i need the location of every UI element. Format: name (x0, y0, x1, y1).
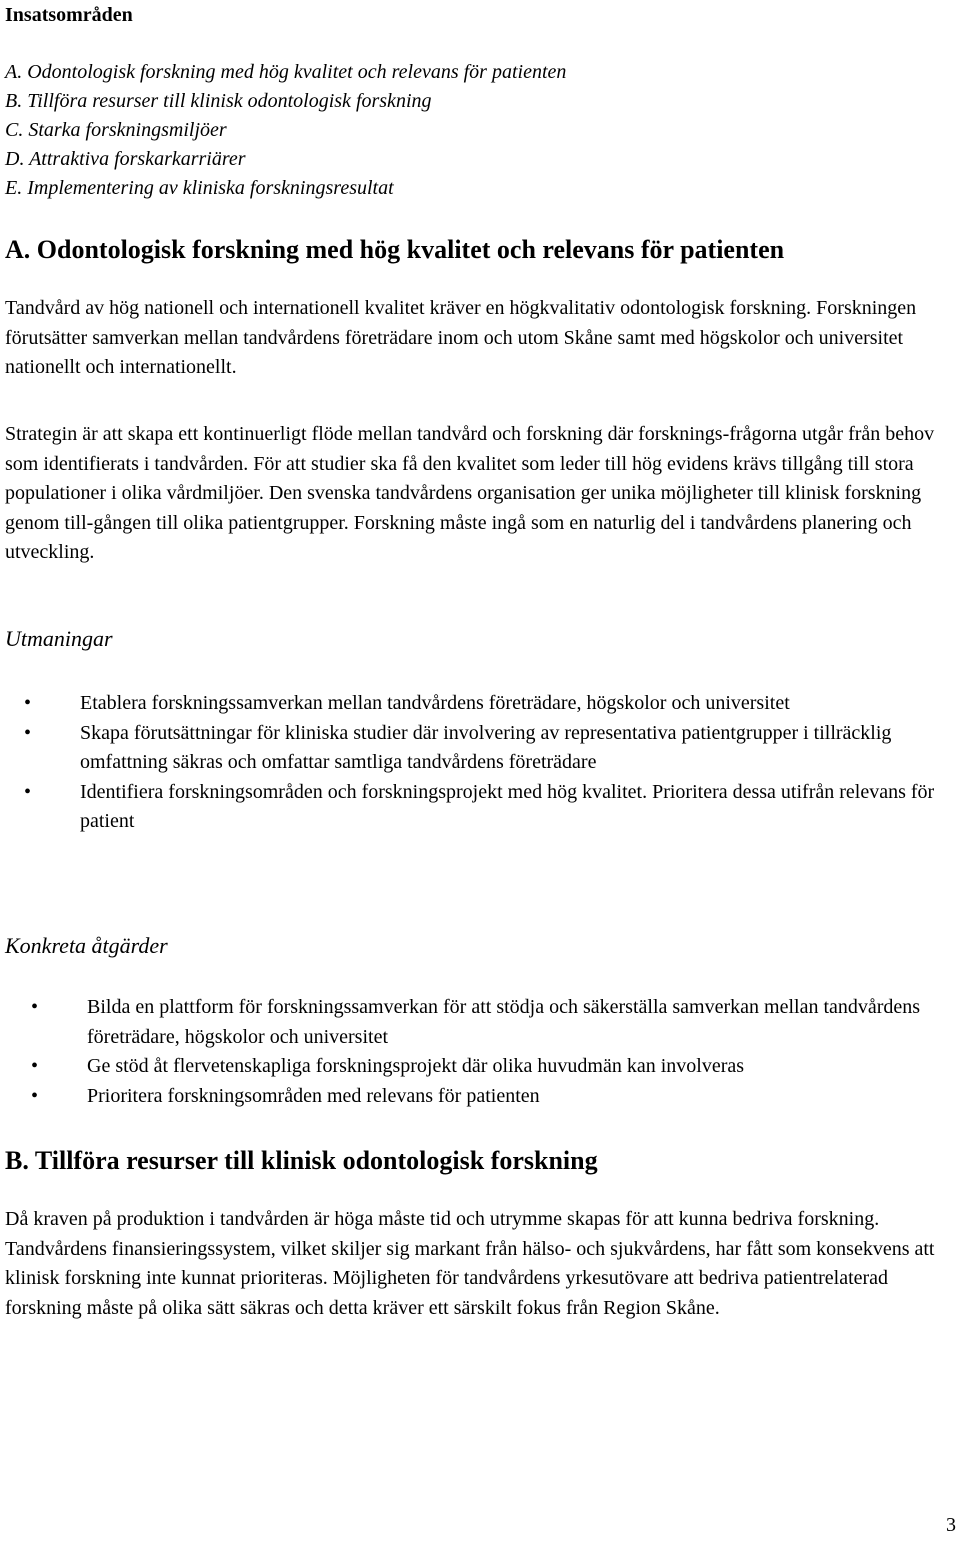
toc-item: D. Attraktiva forskarkarriärer (5, 148, 246, 170)
bullet-icon: • (31, 1084, 39, 1107)
actions-heading: Konkreta åtgärder (5, 933, 168, 958)
list-item (5, 778, 960, 837)
toc-item: A. Odontologisk forskning med hög kvalitet och relevans för patienten (5, 61, 567, 83)
section-a-paragraph-1: Tandvård av hög nationell och internationell kvalitet kräver en högkvalitativ odontologisk forskning. Forskningen förutsätter samverkan mellan tandvårdens företrädare inom och utom Skåne samt med högskolor och universitet nationellt och internationellt. (5, 297, 917, 378)
bullet-icon: • (24, 692, 32, 714)
toc-item: C. Starka forskningsmiljöer (5, 119, 227, 141)
bullet-icon: • (31, 996, 39, 1018)
page-heading: Insatsområden (5, 4, 133, 26)
list-item-text: Prioritera forskningsområden med relevans för patienten (87, 1084, 540, 1107)
section-b-paragraph-1: Då kraven på produktion i tandvården är höga måste tid och utrymme skapas för att kunna bedriva forskning. Tandvårdens finansieringssystem, vilket skiljer sig markant från hälso- och sjukvårdens, har fått som konsekvens att klinisk forskning inte kunnat prioriteras. Möjligheten för tandvårdens yrkesutövare att bedriva patientrelaterad forskning måste på olika sätt säkras och detta kräver ett särskilt fokus från Region Skåne. (5, 1208, 935, 1319)
section-a-title: A. Odontologisk forskning med hög kvalitet och relevans för patienten (5, 235, 785, 264)
list-item (5, 689, 960, 719)
list-item (5, 993, 960, 1052)
section-b-title: B. Tillföra resurser till klinisk odontologisk forskning (5, 1146, 598, 1175)
bullet-icon: • (24, 721, 32, 744)
section-a-paragraph-2: Strategin är att skapa ett kontinuerligt flöde mellan tandvård och forskning där forsknings-frågorna utgår från behov som identifierats i tandvården. För att studier ska få den kvalitet som leder till hög evidens krävs tillgång till stora populationer i olika vårdmiljöer. Den svenska tandvårdens organisation ger unika möjligheter till klinisk forskning genom till-gången till olika patientgrupper. Forskning måste ingå som en naturlig del i tandvårdens planering och utveckling. (5, 423, 935, 563)
toc-item: E. Implementering av kliniska forskningsresultat (5, 177, 394, 199)
list-item-text: Ge stöd åt flervetenskapliga forskningsprojekt där olika huvudmän kan involveras (87, 1055, 745, 1077)
toc-list (5, 58, 566, 203)
challenges-heading: Utmaningar (5, 626, 113, 651)
list-item-text: Identifiera forskningsområden och forskningsprojekt med hög kvalitet. Prioritera dessa utifrån relevans för patient (80, 780, 935, 832)
page-number: 3 (946, 1514, 956, 1536)
list-item-text: Skapa förutsättningar för kliniska studier där involvering av representativa patientgrupper i tillräcklig omfattning säkras och omfattar samtliga tandvårdens företrädare (80, 721, 892, 773)
toc-item: B. Tillföra resurser till klinisk odontologisk forskning (5, 90, 432, 112)
list-item-text: Bilda en plattform för forskningssamverkan för att stödja och säkerställa samverkan mellan tandvårdens företrädare, högskolor och universitet (87, 996, 921, 1048)
list-item (5, 719, 960, 778)
challenges-list (5, 689, 960, 837)
bullet-icon: • (24, 780, 32, 803)
list-item (5, 1082, 960, 1112)
list-item-text: Etablera forskningssamverkan mellan tandvårdens företrädare, högskolor och universitet (80, 692, 790, 714)
bullet-icon: • (31, 1055, 39, 1077)
list-item (5, 1052, 960, 1082)
actions-list (5, 993, 960, 1111)
